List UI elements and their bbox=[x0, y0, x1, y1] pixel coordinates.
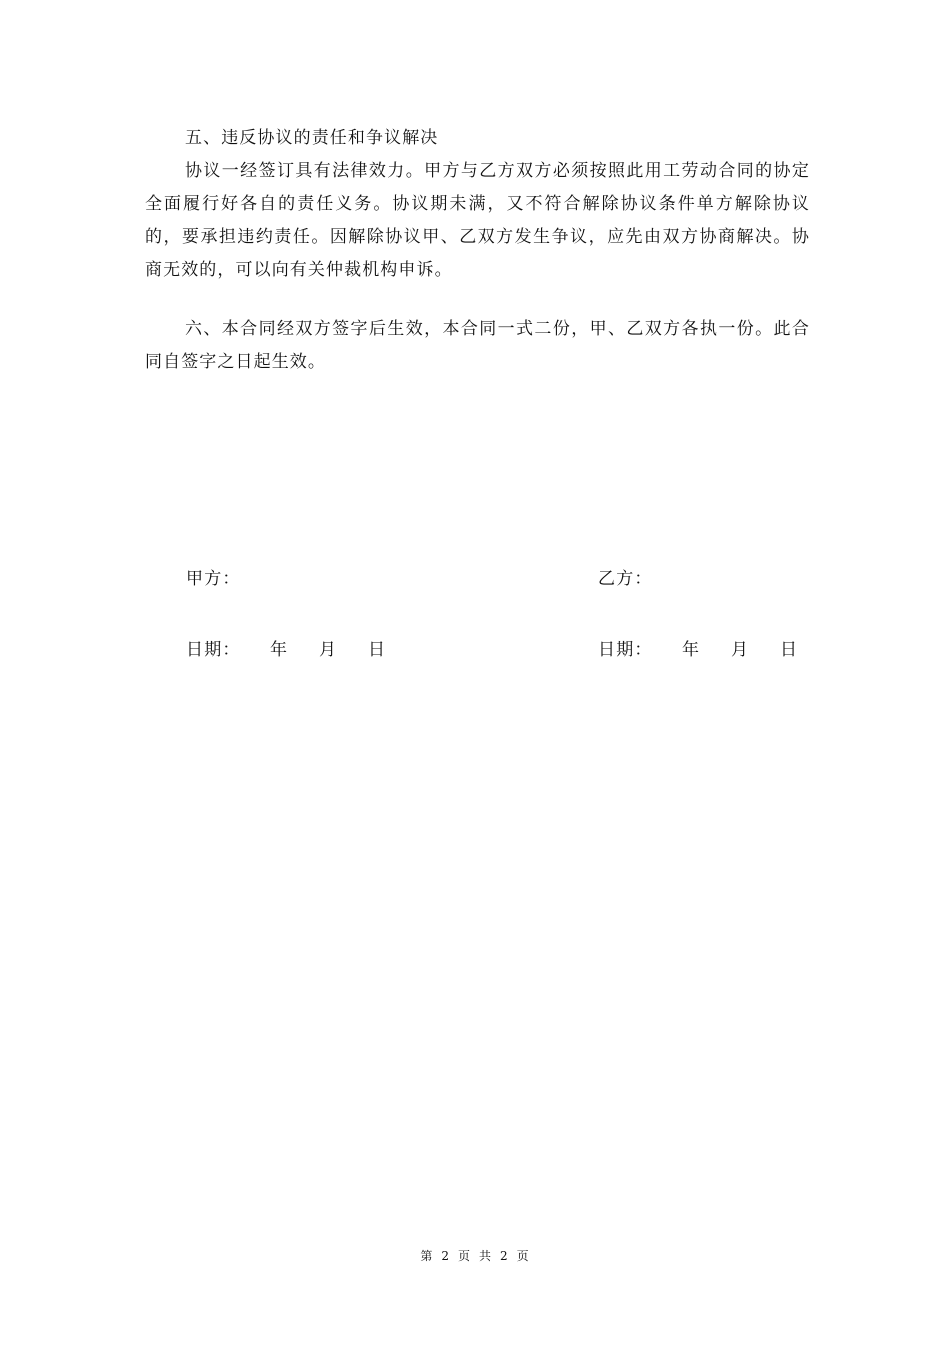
date-month-label: 月 bbox=[319, 640, 338, 660]
party-b-signature-label: 乙方： bbox=[598, 569, 653, 589]
party-b-date-line bbox=[598, 635, 798, 660]
footer-total-prefix: 共 bbox=[479, 1249, 493, 1263]
date-month-label: 月 bbox=[731, 640, 750, 660]
date-day-label: 日 bbox=[368, 640, 387, 660]
footer-total-pages: 2 bbox=[500, 1249, 509, 1263]
party-a-signature-label: 甲方： bbox=[186, 569, 241, 589]
date-year-label: 年 bbox=[682, 640, 701, 660]
footer-current-page: 2 bbox=[441, 1249, 450, 1263]
footer-page-word-2: 页 bbox=[516, 1249, 530, 1263]
party-a-date-line bbox=[186, 635, 386, 660]
footer-prefix: 第 bbox=[420, 1249, 434, 1263]
section-6-body: 六、本合同经双方签字后生效，本合同一式二份，甲、乙双方各执一份。此合同自签字之日起生效。 bbox=[145, 319, 810, 372]
date-year-label: 年 bbox=[270, 640, 289, 660]
section-5-body: 协议一经签订具有法律效力。甲方与乙方双方必须按照此用工劳动合同的协定全面履行好各自的责任义务。协议期未满，又不符合解除协议条件单方解除协议的，要承担违约责任。因解除协议甲、乙双方发生争议，应先由双方协商解决。协商无效的，可以向有关仲裁机构申诉。 bbox=[145, 161, 810, 280]
document-body bbox=[145, 122, 810, 379]
page-footer bbox=[0, 1247, 950, 1264]
date-day-label: 日 bbox=[780, 640, 799, 660]
paragraph-gap bbox=[145, 287, 810, 313]
footer-page-word: 页 bbox=[457, 1249, 471, 1263]
date-label: 日期： bbox=[186, 640, 241, 660]
date-label: 日期： bbox=[598, 640, 653, 660]
section-5-heading: 五、违反协议的责任和争议解决 bbox=[185, 128, 439, 148]
